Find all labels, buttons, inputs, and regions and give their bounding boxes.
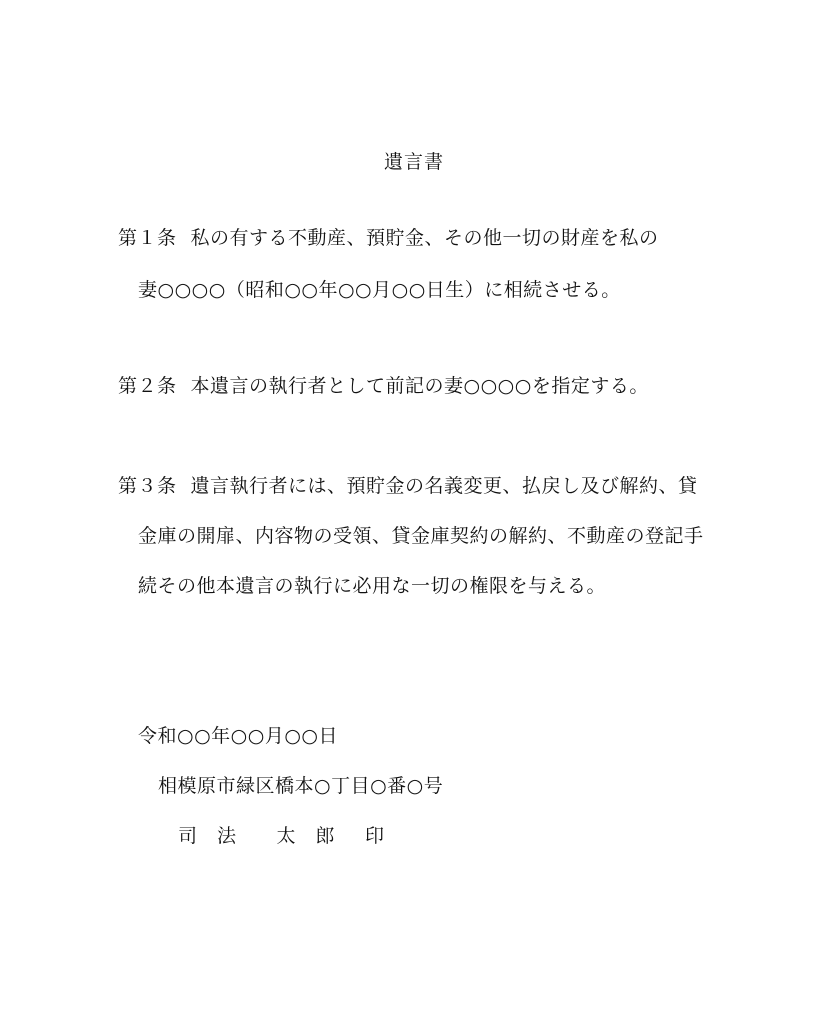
document-title: 遺言書 — [384, 151, 445, 173]
seal-mark: 印 — [365, 825, 385, 847]
article-1-line-2: 妻○○○○（昭和○○年○○月○○日生）に相続させる。 — [138, 279, 621, 301]
article-1-text-1: 私の有する不動産、預貯金、その他一切の財産を私の — [190, 227, 659, 249]
article-3-line-3: 続その他本遺言の執行に必用な一切の権限を与える。 — [138, 575, 607, 597]
article-1-label: 第１条 — [118, 227, 177, 249]
article-3-label: 第３条 — [118, 475, 177, 497]
article-3-text-1: 遺言執行者には、預貯金の名義変更、払戻し及び解約、貸 — [190, 475, 698, 497]
signature-surname: 司 法 — [178, 825, 237, 847]
article-3-line-1 — [118, 477, 698, 496]
article-3-line-2: 金庫の開扉、内容物の受領、貸金庫契約の解約、不動産の登記手 — [138, 525, 704, 547]
article-2-text-1: 本遺言の執行者として前記の妻○○○○を指定する。 — [190, 375, 649, 397]
signature-given-name: 太 郎 — [276, 825, 336, 847]
article-1-line-1 — [118, 229, 659, 248]
testator-address: 相模原市緑区橋本○丁目○番○号 — [158, 775, 444, 797]
article-2-label: 第２条 — [118, 375, 177, 397]
document-date: 令和○○年○○月○○日 — [138, 725, 338, 747]
article-2-line-1 — [118, 377, 649, 396]
testator-signature — [178, 827, 385, 846]
